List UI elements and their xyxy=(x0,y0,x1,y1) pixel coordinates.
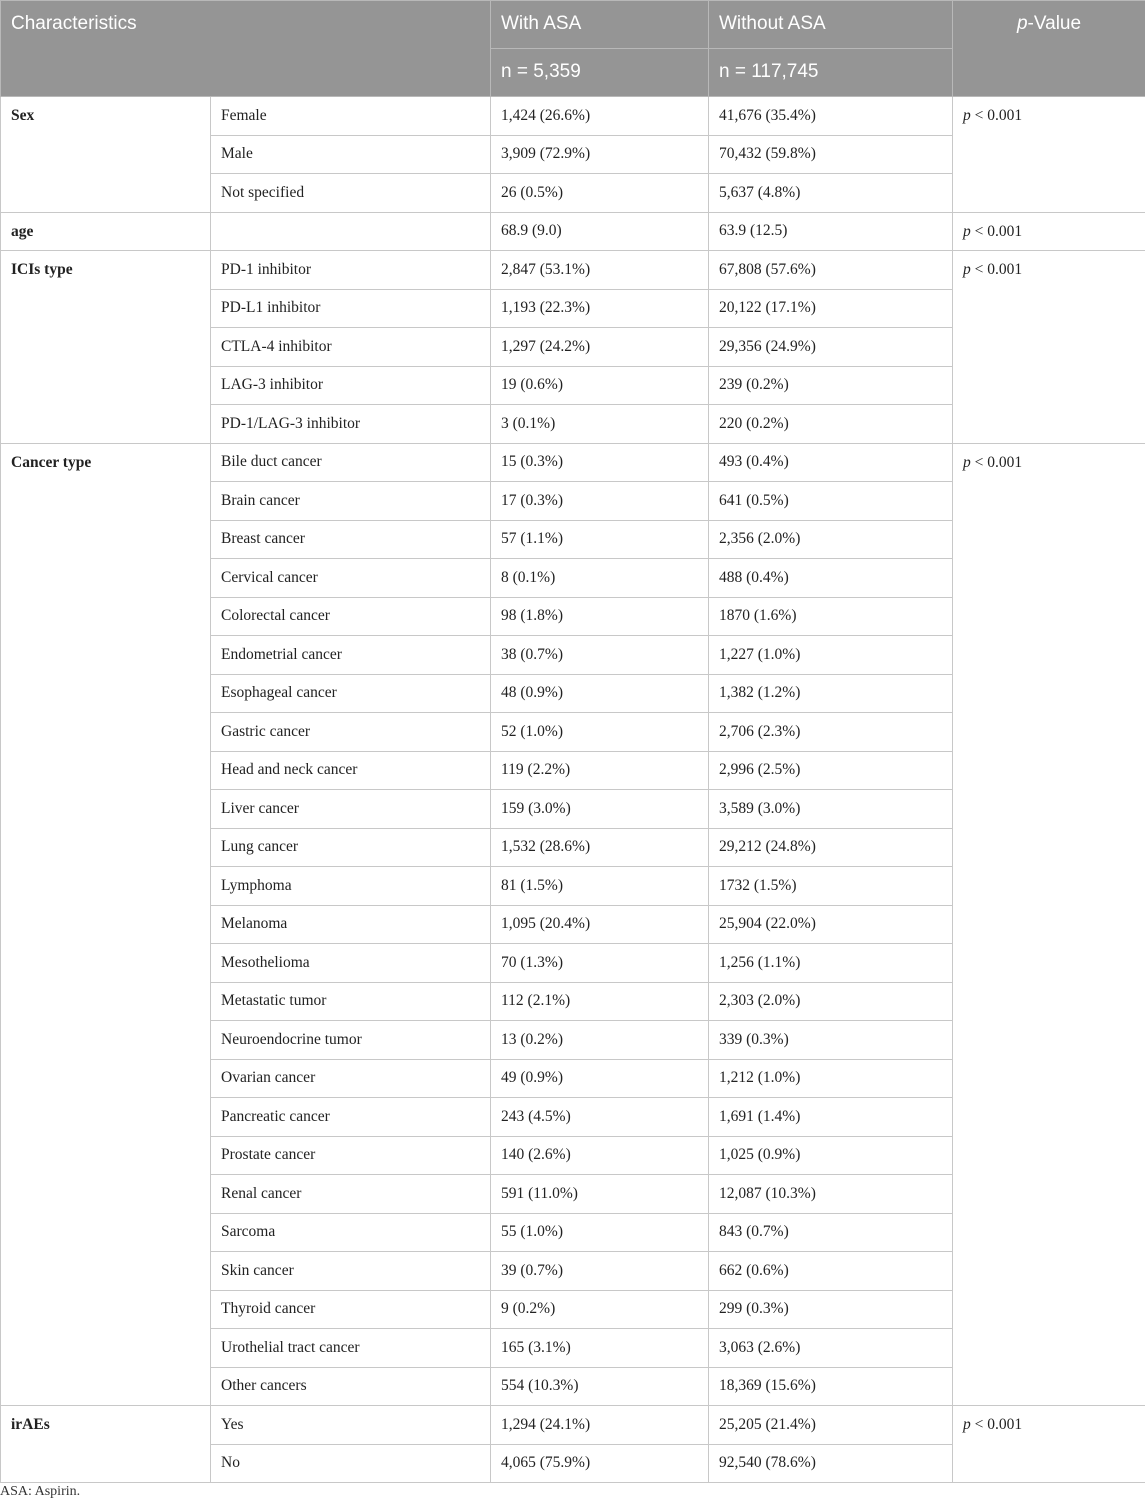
without-asa-cell: 67,808 (57.6%) xyxy=(709,251,953,290)
table-row xyxy=(1,212,1145,251)
footnote: ASA: Aspirin. xyxy=(0,1484,81,1499)
with-asa-cell: 8 (0.1%) xyxy=(491,559,709,598)
subcategory-cell: Mesothelioma xyxy=(211,944,491,983)
without-asa-cell: 488 (0.4%) xyxy=(709,559,953,598)
without-asa-cell: 220 (0.2%) xyxy=(709,405,953,444)
category-label: Sex xyxy=(1,97,211,213)
subcategory-cell: Pancreatic cancer xyxy=(211,1098,491,1137)
with-asa-cell: 49 (0.9%) xyxy=(491,1059,709,1098)
p-value-cell xyxy=(953,212,1145,251)
with-asa-cell: 13 (0.2%) xyxy=(491,1021,709,1060)
subcategory-cell: Cervical cancer xyxy=(211,559,491,598)
subcategory-cell: Urothelial tract cancer xyxy=(211,1329,491,1368)
without-asa-cell: 239 (0.2%) xyxy=(709,366,953,405)
table-row xyxy=(1,443,1145,482)
with-asa-cell: 81 (1.5%) xyxy=(491,867,709,906)
without-asa-cell: 41,676 (35.4%) xyxy=(709,97,953,136)
without-asa-cell: 70,432 (59.8%) xyxy=(709,135,953,174)
with-asa-cell: 554 (10.3%) xyxy=(491,1367,709,1406)
p-value-text: < 0.001 xyxy=(974,107,1023,124)
category-label: irAEs xyxy=(1,1406,211,1483)
subcategory-cell: PD-L1 inhibitor xyxy=(211,289,491,328)
category-label: age xyxy=(1,212,211,251)
with-asa-cell: 4,065 (75.9%) xyxy=(491,1444,709,1483)
subcategory-cell: Female xyxy=(211,97,491,136)
subcategory-cell: Lymphoma xyxy=(211,867,491,906)
header-n-without: n = 117,745 xyxy=(709,49,953,97)
without-asa-cell: 843 (0.7%) xyxy=(709,1213,953,1252)
with-asa-cell: 98 (1.8%) xyxy=(491,597,709,636)
subcategory-cell: Gastric cancer xyxy=(211,713,491,752)
without-asa-cell: 5,637 (4.8%) xyxy=(709,174,953,213)
with-asa-cell: 3 (0.1%) xyxy=(491,405,709,444)
table-body xyxy=(1,97,1145,1483)
subcategory-cell: Liver cancer xyxy=(211,790,491,829)
without-asa-cell: 1,227 (1.0%) xyxy=(709,636,953,675)
without-asa-cell: 25,205 (21.4%) xyxy=(709,1406,953,1445)
with-asa-cell: 1,297 (24.2%) xyxy=(491,328,709,367)
subcategory-cell: Brain cancer xyxy=(211,482,491,521)
with-asa-cell: 591 (11.0%) xyxy=(491,1175,709,1214)
with-asa-cell: 112 (2.1%) xyxy=(491,982,709,1021)
table-header xyxy=(1,1,1145,97)
without-asa-cell: 299 (0.3%) xyxy=(709,1290,953,1329)
header-p-rest: -Value xyxy=(1027,13,1082,34)
subcategory-cell: Thyroid cancer xyxy=(211,1290,491,1329)
without-asa-cell: 1,025 (0.9%) xyxy=(709,1136,953,1175)
without-asa-cell: 493 (0.4%) xyxy=(709,443,953,482)
with-asa-cell: 52 (1.0%) xyxy=(491,713,709,752)
with-asa-cell: 26 (0.5%) xyxy=(491,174,709,213)
subcategory-cell: Renal cancer xyxy=(211,1175,491,1214)
without-asa-cell: 3,063 (2.6%) xyxy=(709,1329,953,1368)
subcategory-cell: Head and neck cancer xyxy=(211,751,491,790)
p-italic: p xyxy=(963,222,971,240)
p-italic: p xyxy=(963,107,971,124)
subcategory-cell: Melanoma xyxy=(211,905,491,944)
with-asa-cell: 48 (0.9%) xyxy=(491,674,709,713)
without-asa-cell: 63.9 (12.5) xyxy=(709,212,953,251)
subcategory-cell: Sarcoma xyxy=(211,1213,491,1252)
p-value-text: < 0.001 xyxy=(974,1416,1023,1433)
with-asa-cell: 17 (0.3%) xyxy=(491,482,709,521)
subcategory-cell: Skin cancer xyxy=(211,1252,491,1291)
with-asa-cell: 55 (1.0%) xyxy=(491,1213,709,1252)
header-n-with: n = 5,359 xyxy=(491,49,709,97)
without-asa-cell: 1,212 (1.0%) xyxy=(709,1059,953,1098)
with-asa-cell: 1,294 (24.1%) xyxy=(491,1406,709,1445)
without-asa-cell: 2,706 (2.3%) xyxy=(709,713,953,752)
with-asa-cell: 38 (0.7%) xyxy=(491,636,709,675)
with-asa-cell: 243 (4.5%) xyxy=(491,1098,709,1137)
without-asa-cell: 29,356 (24.9%) xyxy=(709,328,953,367)
subcategory-cell: Male xyxy=(211,135,491,174)
with-asa-cell: 19 (0.6%) xyxy=(491,366,709,405)
with-asa-cell: 68.9 (9.0) xyxy=(491,212,709,251)
with-asa-cell: 9 (0.2%) xyxy=(491,1290,709,1329)
subcategory-cell: Neuroendocrine tumor xyxy=(211,1021,491,1060)
without-asa-cell: 25,904 (22.0%) xyxy=(709,905,953,944)
subcategory-cell: Ovarian cancer xyxy=(211,1059,491,1098)
subcategory-cell xyxy=(211,212,491,251)
table-row xyxy=(1,251,1145,290)
subcategory-cell: Yes xyxy=(211,1406,491,1445)
header-p-value xyxy=(953,1,1145,97)
with-asa-cell: 15 (0.3%) xyxy=(491,443,709,482)
subcategory-cell: Lung cancer xyxy=(211,828,491,867)
subcategory-cell: Colorectal cancer xyxy=(211,597,491,636)
with-asa-cell: 1,424 (26.6%) xyxy=(491,97,709,136)
p-italic: p xyxy=(963,453,971,471)
p-italic: p xyxy=(963,261,971,278)
header-characteristics: Characteristics xyxy=(1,1,491,97)
without-asa-cell: 18,369 (15.6%) xyxy=(709,1367,953,1406)
subcategory-cell: Breast cancer xyxy=(211,520,491,559)
with-asa-cell: 70 (1.3%) xyxy=(491,944,709,983)
p-value-text: < 0.001 xyxy=(974,453,1023,471)
with-asa-cell: 57 (1.1%) xyxy=(491,520,709,559)
with-asa-cell: 1,532 (28.6%) xyxy=(491,828,709,867)
with-asa-cell: 159 (3.0%) xyxy=(491,790,709,829)
with-asa-cell: 3,909 (72.9%) xyxy=(491,135,709,174)
p-value-cell xyxy=(953,97,1145,213)
subcategory-cell: PD-1 inhibitor xyxy=(211,251,491,290)
without-asa-cell: 29,212 (24.8%) xyxy=(709,828,953,867)
without-asa-cell: 2,996 (2.5%) xyxy=(709,751,953,790)
subcategory-cell: Endometrial cancer xyxy=(211,636,491,675)
p-value-cell xyxy=(953,443,1145,1406)
without-asa-cell: 2,303 (2.0%) xyxy=(709,982,953,1021)
subcategory-cell: PD-1/LAG-3 inhibitor xyxy=(211,405,491,444)
with-asa-cell: 39 (0.7%) xyxy=(491,1252,709,1291)
without-asa-cell: 1732 (1.5%) xyxy=(709,867,953,906)
without-asa-cell: 1,691 (1.4%) xyxy=(709,1098,953,1137)
without-asa-cell: 662 (0.6%) xyxy=(709,1252,953,1291)
subcategory-cell: Bile duct cancer xyxy=(211,443,491,482)
p-value-cell xyxy=(953,251,1145,444)
header-with-asa: With ASA xyxy=(491,1,709,49)
with-asa-cell: 1,193 (22.3%) xyxy=(491,289,709,328)
subcategory-cell: Metastatic tumor xyxy=(211,982,491,1021)
p-value-text: < 0.001 xyxy=(974,222,1023,240)
without-asa-cell: 20,122 (17.1%) xyxy=(709,289,953,328)
without-asa-cell: 1870 (1.6%) xyxy=(709,597,953,636)
subcategory-cell: Esophageal cancer xyxy=(211,674,491,713)
with-asa-cell: 2,847 (53.1%) xyxy=(491,251,709,290)
without-asa-cell: 2,356 (2.0%) xyxy=(709,520,953,559)
with-asa-cell: 119 (2.2%) xyxy=(491,751,709,790)
category-label: Cancer type xyxy=(1,443,211,1406)
without-asa-cell: 12,087 (10.3%) xyxy=(709,1175,953,1214)
with-asa-cell: 1,095 (20.4%) xyxy=(491,905,709,944)
p-value-text: < 0.001 xyxy=(974,261,1023,278)
subcategory-cell: LAG-3 inhibitor xyxy=(211,366,491,405)
without-asa-cell: 641 (0.5%) xyxy=(709,482,953,521)
without-asa-cell: 3,589 (3.0%) xyxy=(709,790,953,829)
p-value-cell xyxy=(953,1406,1145,1483)
header-without-asa: Without ASA xyxy=(709,1,953,49)
without-asa-cell: 339 (0.3%) xyxy=(709,1021,953,1060)
subcategory-cell: Prostate cancer xyxy=(211,1136,491,1175)
with-asa-cell: 165 (3.1%) xyxy=(491,1329,709,1368)
category-label: ICIs type xyxy=(1,251,211,444)
p-italic: p xyxy=(963,1416,971,1433)
with-asa-cell: 140 (2.6%) xyxy=(491,1136,709,1175)
header-p-italic: p xyxy=(1016,13,1028,34)
subcategory-cell: CTLA-4 inhibitor xyxy=(211,328,491,367)
without-asa-cell: 1,382 (1.2%) xyxy=(709,674,953,713)
subcategory-cell: Other cancers xyxy=(211,1367,491,1406)
subcategory-cell: Not specified xyxy=(211,174,491,213)
without-asa-cell: 92,540 (78.6%) xyxy=(709,1444,953,1483)
subcategory-cell: No xyxy=(211,1444,491,1483)
table-row xyxy=(1,1406,1145,1445)
table-row xyxy=(1,97,1145,136)
without-asa-cell: 1,256 (1.1%) xyxy=(709,944,953,983)
